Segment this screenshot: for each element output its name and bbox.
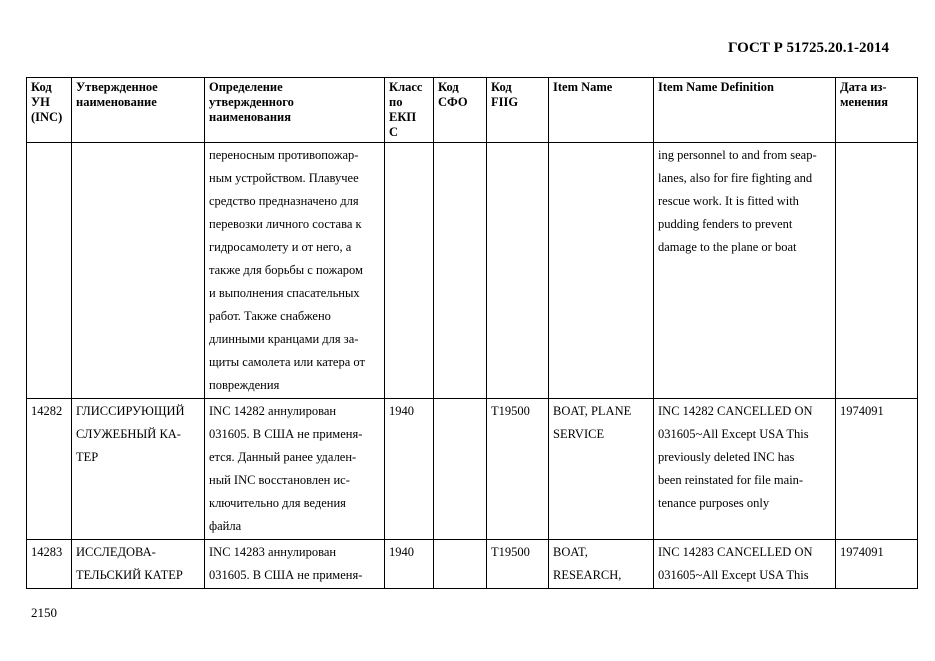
sfo-cell [434,143,487,399]
cell-line: 031605~All Except USA This [658,568,809,582]
header-line: УН [31,95,50,109]
header-line: наименования [209,110,292,124]
cell-line: перевозки личного состава к [209,217,362,231]
cell-line: также для борьбы с пожаром [209,263,363,277]
cell-line: ТЕЛЬСКИЙ КАТЕР [76,568,183,582]
cell-line: ключительно для ведения [209,496,346,510]
approved-name-cell [72,143,205,399]
cell-line: ТЕР [76,450,99,464]
header-item-definition [654,78,836,143]
cell-line: BOAT, [553,545,588,559]
cell-line: rescue work. It is fitted with [658,194,799,208]
cell-line: RESEARCH, [553,568,622,582]
item-definition-cell [654,399,836,540]
class-ekps-cell: 1940 [385,540,434,589]
cell-line: INC 14283 CANCELLED ON [658,545,813,559]
header-line: ЕКП [389,110,417,124]
item-name-cell [549,399,654,540]
cell-line: previously deleted INC has [658,450,795,464]
header-line: (INC) [31,110,63,124]
change-date-cell [836,143,918,399]
cell-line: BOAT, PLANE [553,404,632,418]
class-ekps-cell [385,143,434,399]
cell-line: ing personnel to and from seap- [658,148,817,162]
header-line: FIIG [491,95,519,109]
header-line: Item Name [553,80,613,94]
cell-line: pudding fenders to prevent [658,217,793,231]
header-line: Код [491,80,512,94]
cell-line: 031605. В США не применя- [209,427,363,441]
header-class-ekps [385,78,434,143]
cell-line: длинными кранцами для за- [209,332,359,346]
cell-line: ный INC восстановлен ис- [209,473,350,487]
cell-line: гидросамолету и от него, а [209,240,352,254]
header-line: С [389,125,399,139]
class-ekps-cell: 1940 [385,399,434,540]
cell-line: средство предназначено для [209,194,359,208]
cell-line: damage to the plane or boat [658,240,797,254]
change-date-cell: 1974091 [836,540,918,589]
definition-cell [205,399,385,540]
cell-line: ГЛИССИРУЮЩИЙ [76,404,185,418]
header-change-date [836,78,918,143]
cell-line: 031605. В США не применя- [209,568,363,582]
page-number: 2150 [31,605,57,620]
cell-line: щиты самолета или катера от [209,355,365,369]
item-definition-cell [654,143,836,399]
fiig-cell: T19500 [487,540,549,589]
definition-cell [205,540,385,589]
sfo-cell [434,540,487,589]
cell-line: ИССЛЕДОВА- [76,545,156,559]
header-item-name [549,78,654,143]
cell-line: ется. Данный ранее удален- [209,450,357,464]
header-line: Дата из- [840,80,887,94]
cell-line: файла [209,519,242,533]
item-name-cell [549,540,654,589]
cell-line: INC 14282 аннулирован [209,404,337,418]
header-definition [205,78,385,143]
cell-line: INC 14282 CANCELLED ON [658,404,813,418]
header-line: Определение [209,80,283,94]
table-row [27,399,918,540]
header-line: Код [438,80,459,94]
fiig-cell: T19500 [487,399,549,540]
inc-cell: 14282 [27,399,72,540]
change-date-cell: 1974091 [836,399,918,540]
cell-line: работ. Также снабжено [209,309,331,323]
header-sfo [434,78,487,143]
cell-line: lanes, also for fire fighting and [658,171,813,185]
header-line: Класс [389,80,423,94]
approved-name-cell [72,540,205,589]
inc-cell: 14283 [27,540,72,589]
header-line: менения [840,95,888,109]
header-line: СФО [438,95,468,109]
cell-line: и выполнения спасательных [209,286,360,300]
table-row [27,143,918,399]
header-line: Item Name Definition [658,80,774,94]
cell-line: INC 14283 аннулирован [209,545,337,559]
cell-line: been reinstated for file main- [658,473,804,487]
header-line: Код [31,80,52,94]
definition-cell [205,143,385,399]
approved-name-cell [72,399,205,540]
inc-cell [27,143,72,399]
header-line: Утвержденное [76,80,158,94]
header-line: по [389,95,403,109]
cell-line: SERVICE [553,427,605,441]
header-fiig [487,78,549,143]
table-row [27,540,918,589]
document-code: ГОСТ Р 51725.20.1-2014 [727,40,889,56]
cell-line: 031605~All Except USA This [658,427,809,441]
item-name-cell [549,143,654,399]
header-line: утвержденного [209,95,294,109]
table-header-row [27,78,918,143]
fiig-cell [487,143,549,399]
cell-line: переносным противопожар- [209,148,359,162]
sfo-cell [434,399,487,540]
catalog-table [26,77,918,589]
header-line: наименование [76,95,157,109]
header-inc [27,78,72,143]
header-approved-name [72,78,205,143]
cell-line: ным устройством. Плавучее [209,171,359,185]
cell-line: повреждения [209,378,280,392]
item-definition-cell [654,540,836,589]
cell-line: СЛУЖЕБНЫЙ КА- [76,427,181,441]
cell-line: tenance purposes only [658,496,770,510]
